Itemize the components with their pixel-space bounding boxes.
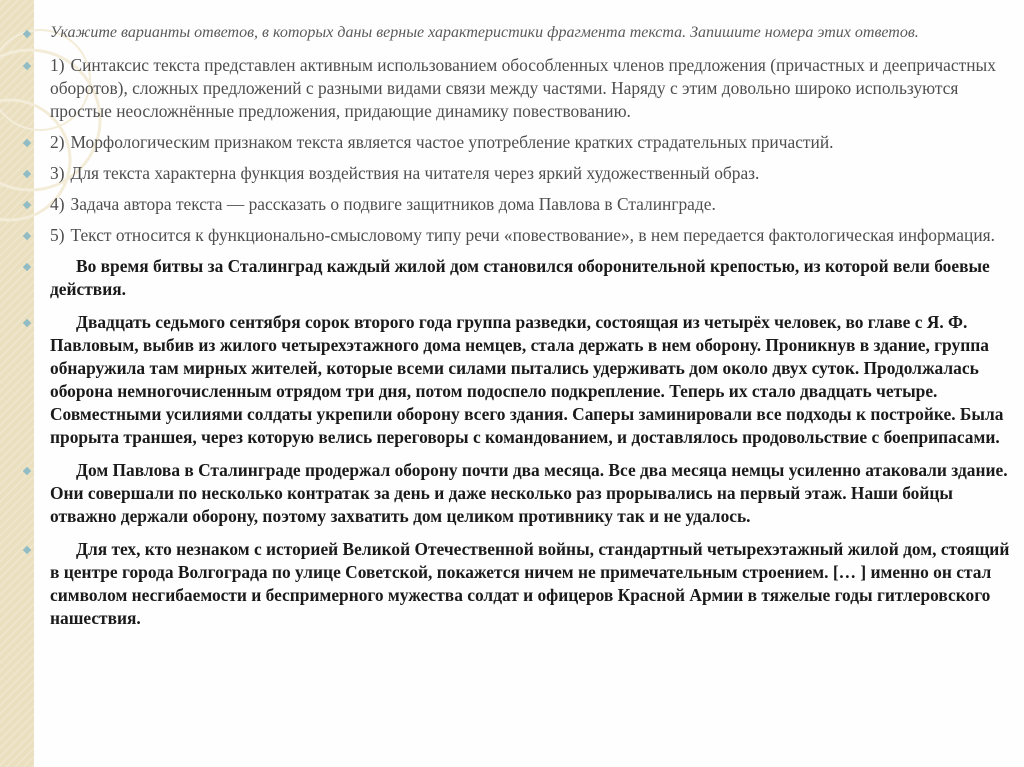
bullet-icon (23, 263, 31, 271)
option-text: Синтаксис текста представлен активным использованием обособленных членов предложения (причастных и деепричастных оборотов), сложных предложений с разными видами связи между частями. Наряду с этим довольно широко используются простые неосложнённые предложения, придающие динамику повествованию. (50, 55, 996, 121)
paragraph-text: Во время битвы за Сталинград каждый жилой дом становился оборонительной крепостью, из которой вели боевые действия. (50, 256, 990, 299)
option-number: 3) (50, 163, 65, 183)
option-text: Текст относится к функционально-смысловому типу речи «повествование», в нем передается фактологическая информация. (70, 225, 995, 245)
question (16, 22, 1016, 43)
bullet-icon (23, 30, 31, 38)
bullet-icon (23, 62, 31, 70)
bullet-icon (23, 139, 31, 147)
text-paragraph-3 (16, 459, 1016, 528)
answer-option-3 (16, 162, 1016, 185)
bullet-icon (23, 546, 31, 554)
option-number: 1) (50, 55, 65, 75)
text-paragraph-1 (16, 255, 1016, 301)
option-number: 4) (50, 194, 65, 214)
bullet-icon (23, 467, 31, 475)
option-text: Задача автора текста — рассказать о подвиге защитников дома Павлова в Сталинграде. (70, 194, 716, 214)
option-text: Морфологическим признаком текста является частое употребление кратких страдательных причастий. (70, 132, 834, 152)
bullet-icon (23, 201, 31, 209)
option-text: Для текста характерна функция воздействия на читателя через яркий художественный образ. (70, 163, 760, 183)
answer-option-4 (16, 193, 1016, 216)
option-number: 5) (50, 225, 65, 245)
paragraph-text: Дом Павлова в Сталинграде продержал оборону почти два месяца. Все два месяца немцы усиленно атаковали здание. Они совершали по несколько контратак за день и даже несколько раз прорывались на первый этаж. Наши бойцы отважно держали оборону, поэтому захватить дом целиком противнику так и не удалось. (50, 460, 1008, 526)
paragraph-text: Двадцать седьмого сентября сорок второго года группа разведки, состоящая из четырёх человек, во главе с Я. Ф. Павловым, выбив из жилого четырехэтажного дома немцев, стала держать в нем оборону. Проникнув в здание, группа обнаружила там мирных жителей, которые всеми силами пытались удерживать дом около двух суток. Продолжалась оборона немногочисленным отрядом три дня, потом подоспело подкрепление. Теперь их стало двадцать четыре. Совместными усилиями солдаты укрепили оборону всего здания. Саперы заминировали все подходы к постройке. Была прорыта траншея, через которую велись переговоры с командованием, и доставлялось продовольствие с боеприпасами. (50, 312, 1004, 447)
answer-option-1 (16, 54, 1016, 123)
text-paragraph-2 (16, 311, 1016, 449)
answer-option-2 (16, 131, 1016, 154)
question-text: Укажите варианты ответов, в которых даны верные характеристики фрагмента текста. Запишите номера этих ответов. (50, 24, 919, 41)
text-paragraph-4 (16, 538, 1016, 630)
paragraph-text: Для тех, кто незнаком с историей Великой Отечественной войны, стандартный четырехэтажный жилой дом, стоящий в центре города Волгограда по улице Советской, покажется ничем не примечательным строением. [… ] именно он стал символом несгибаемости и беспримерного мужества солдат и офицеров Красной Армии в тяжелые годы гитлеровского нашествия. (50, 539, 1010, 628)
answer-option-5 (16, 224, 1016, 247)
bullet-icon (23, 319, 31, 327)
bullet-icon (23, 232, 31, 240)
bullet-icon (23, 170, 31, 178)
option-number: 2) (50, 132, 65, 152)
slide-content (16, 22, 1016, 640)
